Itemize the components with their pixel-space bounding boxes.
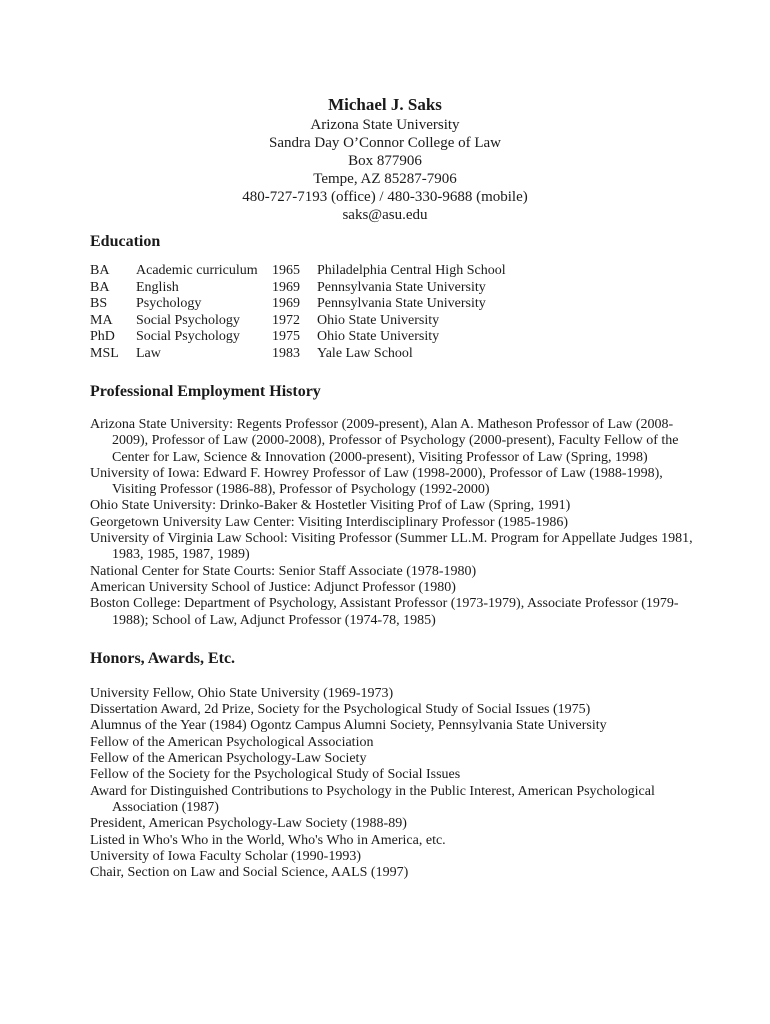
employment-item: Arizona State University: Regents Professor (2009-present), Alan A. Matheson Professor of Law (2008-2009), Professor of Law (2000-2008), Professor of Psychology (2000-present), Faculty Fellow of the Center for Law, Science & Innovation (2000-present), Visiting Professor of Law (Spring, 1998)	[90, 417, 679, 465]
honor-item: Listed in Who's Who in the World, Who's Who in America, etc.	[90, 832, 446, 848]
field-cell: Psychology	[136, 296, 202, 311]
field-cell: Law	[136, 345, 161, 361]
honor-item: Fellow of the American Psychology-Law Society	[90, 751, 367, 767]
employment-item: American University School of Justice: Adjunct Professor (1980)	[90, 579, 456, 595]
college-line: Sandra Day O’Connor College of Law	[268, 135, 502, 151]
year-cell: 1969	[272, 279, 300, 295]
employment-item: Georgetown University Law Center: Visiting Interdisciplinary Professor (1985-1986)	[90, 514, 569, 530]
honors-list	[90, 686, 690, 882]
email-line: saks@asu.edu	[342, 207, 428, 223]
education-table	[90, 263, 506, 362]
school-cell: Ohio State University	[317, 329, 440, 344]
honor-item: University of Iowa Faculty Scholar (1990-1993)	[90, 848, 361, 864]
employment-item: University of Iowa: Edward F. Howrey Professor of Law (1998-2000), Professor of Law (1988-1998), Visiting Professor (1986-88), Professor of Psychology (1992-2000)	[90, 465, 663, 498]
employment-list	[90, 417, 693, 629]
education-row	[90, 263, 506, 280]
education-heading: Education	[90, 233, 161, 250]
degree-cell: MSL	[90, 345, 119, 361]
year-cell: 1965	[272, 263, 300, 278]
field-cell: Social Psychology	[136, 312, 240, 328]
phone-line: 480-727-7193 (office) / 480-330-9688 (mobile)	[242, 189, 528, 205]
year-cell: 1975	[272, 329, 300, 344]
honor-item: Dissertation Award, 2d Prize, Society for the Psychological Study of Social Issues (1975)	[90, 702, 591, 718]
degree-cell: MA	[90, 312, 113, 328]
degree-cell: BA	[90, 263, 110, 278]
education-row	[90, 346, 506, 363]
honor-item: Fellow of the American Psychological Association	[90, 734, 374, 750]
honor-item: Alumnus of the Year (1984) Ogontz Campus Alumni Society, Pennsylvania State University	[90, 718, 607, 734]
education-row	[90, 280, 506, 297]
employment-item: National Center for State Courts: Senior Staff Associate (1978-1980)	[90, 563, 477, 579]
degree-cell: BA	[90, 279, 110, 295]
honors-heading: Honors, Awards, Etc.	[90, 649, 236, 667]
school-cell: Ohio State University	[317, 312, 440, 328]
employment-item: Ohio State University: Drinko-Baker & Hostetler Visiting Prof of Law (Spring, 1991)	[90, 498, 571, 514]
honor-item: Award for Distinguished Contributions to Psychology in the Public Interest, American Psychological Association (1987)	[90, 783, 655, 815]
education-row	[90, 296, 506, 313]
field-cell: Social Psychology	[136, 329, 240, 344]
contact-header	[90, 94, 680, 224]
degree-cell: PhD	[90, 329, 115, 344]
degree-cell: BS	[90, 296, 108, 311]
employment-item: University of Virginia Law School: Visiting Professor (Summer LL.M. Program for Appellate Judges 1981, 1983, 1985, 1987, 1989)	[90, 531, 693, 563]
education-row	[90, 313, 506, 330]
year-cell: 1972	[272, 312, 300, 328]
employment-item: Boston College: Department of Psychology, Assistant Professor (1973-1979), Associate Professor (1979-1988); School of Law, Adjunct Professor (1974-78, 1985)	[90, 596, 679, 628]
honor-item: Chair, Section on Law and Social Science, AALS (1997)	[90, 865, 409, 881]
city-line: Tempe, AZ 85287-7906	[313, 171, 457, 187]
school-cell: Yale Law School	[317, 345, 413, 361]
resume-page	[90, 94, 693, 881]
person-name: Michael J. Saks	[328, 95, 442, 114]
field-cell: English	[136, 279, 179, 295]
school-cell: Pennsylvania State University	[317, 279, 486, 295]
honor-item: University Fellow, Ohio State University (1969-1973)	[90, 685, 394, 701]
honor-item: Fellow of the Society for the Psychological Study of Social Issues	[90, 767, 461, 783]
education-row	[90, 329, 506, 346]
year-cell: 1983	[272, 345, 300, 361]
honor-item: President, American Psychology-Law Society (1988-89)	[90, 816, 407, 832]
box-line: Box 877906	[348, 153, 422, 169]
year-cell: 1969	[272, 296, 300, 311]
field-cell: Academic curriculum	[136, 263, 258, 278]
institution-line: Arizona State University	[310, 117, 460, 133]
school-cell: Pennsylvania State University	[317, 296, 486, 311]
school-cell: Philadelphia Central High School	[317, 263, 506, 278]
employment-heading: Professional Employment History	[90, 383, 321, 400]
